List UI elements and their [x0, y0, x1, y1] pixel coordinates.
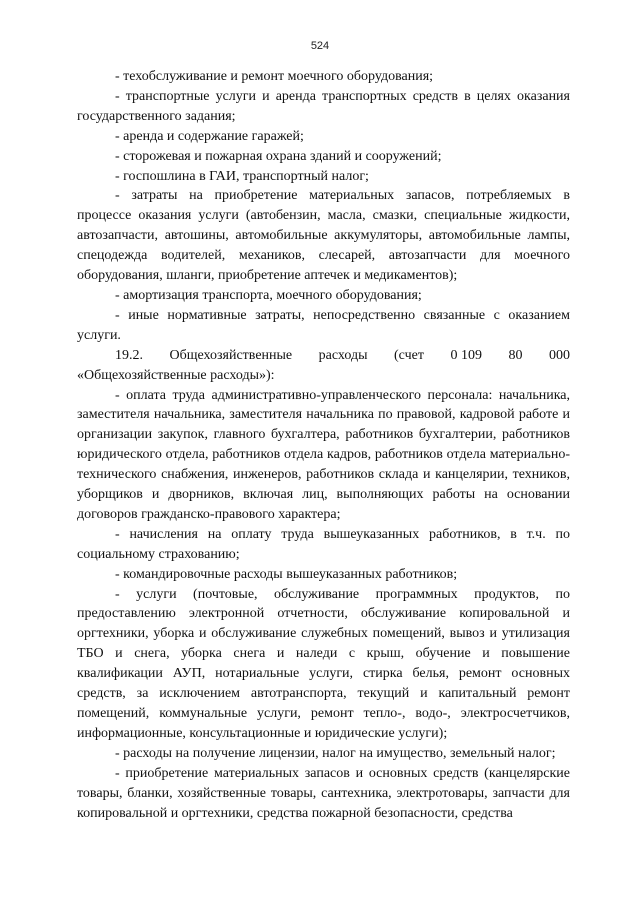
heading-word: Общехозяйственные — [169, 347, 293, 363]
paragraph: - транспортные услуги и аренда транспортных средств в целях оказания государственного задания; — [77, 88, 570, 124]
document-body — [77, 67, 570, 823]
paragraph: - командировочные расходы вышеуказанных работников; — [115, 566, 458, 582]
paragraph: - расходы на получение лицензии, налог на имущество, земельный налог; — [115, 745, 556, 761]
account-code: 80 — [508, 347, 523, 363]
paragraph: - оплата труда административно-управленческого персонала: начальника, заместителя начальника, заместителя начальника по правовой, кадровой работе и организации закупок, главного бухгалтера, работников бухгалтерии, работников юридического отдела, работников отдела кадров, работников отдела материально-технического снабжения, инженеров, работников склада и канцелярии, техников, уборщиков и дворников, включая лиц, выполняющих работы на основании договоров гражданско-правового характера; — [77, 387, 570, 522]
section-heading — [77, 346, 570, 366]
section-heading-continuation: «Общехозяйственные расходы»): — [77, 367, 275, 383]
account-code: 000 — [548, 347, 570, 363]
page-number: 524 — [310, 40, 330, 52]
paragraph: - техобслуживание и ремонт моечного оборудования; — [115, 69, 434, 84]
section-number: 19.2. — [115, 347, 143, 363]
paragraph: - госпошлина в ГАИ, транспортный налог; — [115, 168, 369, 184]
paragraph: - амортизация транспорта, моечного оборудования; — [115, 287, 422, 303]
heading-word: (счет — [394, 347, 424, 363]
paragraph: - затраты на приобретение материальных запасов, потребляемых в процессе оказания услуги (автобензин, масла, смазки, специальные жидкости, автозапчасти, автошины, автомобильные аккумуляторы, автомобильные лампы, спецодежда водителей, механиков, слесарей, автозапчасти для моечного оборудования, шланги, приобретение аптечек и медикаментов); — [77, 188, 570, 284]
paragraph: - начисления на оплату труда вышеуказанных работников, в т.ч. по социальному страхованию; — [77, 526, 570, 562]
paragraph: - аренда и содержание гаражей; — [115, 128, 304, 144]
paragraph: - услуги (почтовые, обслуживание программных продуктов, по предоставлению электронной отчетности, обслуживание копировальной и оргтехники, уборка и обслуживание служебных помещений, вывоз и утилизация ТБО и снега, уборка снега и наледи с крыш, обучение и повышение квалификации АУП, нотариальные услуги, стирка белья, ремонт основных средств, за исключением автотранспорта, текущий и капитальный ремонт помещений, коммунальные услуги, ремонт тепло-, водо-, электросчетчиков, информационные, консультационные и юридические услуги); — [77, 586, 570, 741]
heading-word: расходы — [318, 347, 368, 363]
account-code: 0 109 — [450, 347, 482, 363]
paragraph: - сторожевая и пожарная охрана зданий и сооружений; — [115, 148, 442, 164]
paragraph: - иные нормативные затраты, непосредственно связанные с оказанием услуги. — [77, 307, 570, 343]
paragraph: - приобретение материальных запасов и основных средств (канцелярские товары, бланки, хозяйственные товары, сантехника, электротовары, запчасти для копировальной и оргтехники, средства пожарной безопасности, средства — [77, 765, 570, 821]
